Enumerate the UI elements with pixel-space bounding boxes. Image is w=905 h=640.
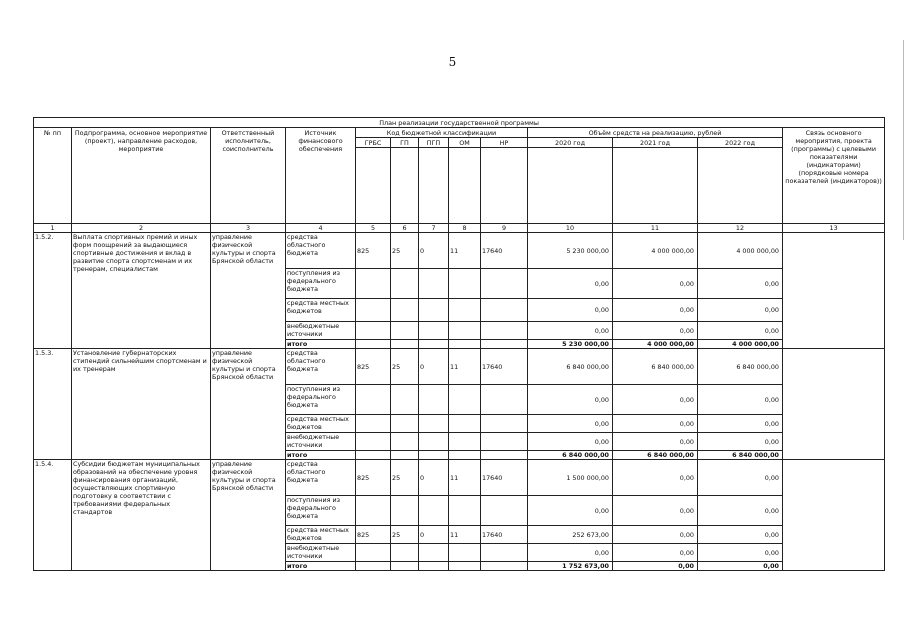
table-caption: План реализации государственной программы bbox=[34, 118, 885, 128]
header-source: Источник финансового обеспечения bbox=[286, 128, 356, 224]
header-num: № пп bbox=[34, 128, 72, 224]
column-number: 1 bbox=[34, 224, 72, 233]
cell-v2020: 0,00 bbox=[528, 433, 613, 451]
funding-source: внебюджетные источники bbox=[286, 433, 356, 451]
header-budget-code: Код бюджетной классификации bbox=[356, 128, 528, 138]
cell-om bbox=[449, 299, 481, 322]
cell-v2021: 4 000 000,00 bbox=[613, 233, 698, 269]
cell-v2021: 0,00 bbox=[613, 544, 698, 562]
header-gp: ГП bbox=[391, 138, 419, 148]
cell-pgp bbox=[419, 385, 449, 415]
cell-v2022: 0,00 bbox=[698, 385, 783, 415]
cell-np bbox=[481, 562, 528, 571]
cell-om bbox=[449, 269, 481, 299]
funding-source: поступления из федерального бюджета bbox=[286, 385, 356, 415]
cell-om bbox=[449, 496, 481, 526]
header-np: НР bbox=[481, 138, 528, 148]
cell-om bbox=[449, 340, 481, 349]
header-executor: Ответственный исполнитель, соисполнитель bbox=[211, 128, 286, 224]
cell-v2020: 1 752 673,00 bbox=[528, 562, 613, 571]
cell-v2022: 0,00 bbox=[698, 526, 783, 544]
cell-v2020: 5 230 000,00 bbox=[528, 233, 613, 269]
column-number: 13 bbox=[783, 224, 885, 233]
cell-om: 11 bbox=[449, 460, 481, 496]
cell-pgp bbox=[419, 496, 449, 526]
cell-gp: 25 bbox=[391, 526, 419, 544]
cell-grbs bbox=[356, 415, 391, 433]
cell-v2022: 6 840 000,00 bbox=[698, 451, 783, 460]
cell-np bbox=[481, 451, 528, 460]
cell-v2022: 6 840 000,00 bbox=[698, 349, 783, 385]
cell-v2021: 6 840 000,00 bbox=[613, 349, 698, 385]
cell-om bbox=[449, 544, 481, 562]
cell-v2020: 252 673,00 bbox=[528, 526, 613, 544]
header-program: Подпрограмма, основное мероприятие (проект), направление расходов, мероприятие bbox=[72, 128, 211, 224]
section-name: Выплата спортивных премий и иных форм поощрений за выдающиеся спортивные достижения и вклад в развитие спорта спортсменам и их тренерам, специалистам bbox=[72, 233, 211, 349]
cell-v2022: 0,00 bbox=[698, 496, 783, 526]
funding-source: итого bbox=[286, 451, 356, 460]
section-link bbox=[783, 233, 885, 349]
cell-pgp bbox=[419, 322, 449, 340]
cell-grbs: 825 bbox=[356, 233, 391, 269]
section-name: Установление губернаторских стипендий сильнейшим спортсменам и их тренерам bbox=[72, 349, 211, 460]
cell-grbs: 825 bbox=[356, 349, 391, 385]
cell-np bbox=[481, 322, 528, 340]
cell-np bbox=[481, 269, 528, 299]
cell-np bbox=[481, 496, 528, 526]
cell-np bbox=[481, 385, 528, 415]
column-number: 4 bbox=[286, 224, 356, 233]
table-row bbox=[34, 349, 885, 385]
section-name: Субсидии бюджетам муниципальных образований на обеспечение уровня финансирования организаций, осуществляющих спортивную подготовку в соответствии с требованиями федеральных стандартов bbox=[72, 460, 211, 571]
header-pgp: ПГП bbox=[419, 138, 449, 148]
funding-source: итого bbox=[286, 340, 356, 349]
cell-pgp: 0 bbox=[419, 349, 449, 385]
section-number: 1.5.2. bbox=[34, 233, 72, 349]
table-row bbox=[34, 233, 885, 269]
column-number: 6 bbox=[391, 224, 419, 233]
section-number: 1.5.4. bbox=[34, 460, 72, 571]
cell-v2022: 0,00 bbox=[698, 433, 783, 451]
cell-v2022: 0,00 bbox=[698, 415, 783, 433]
cell-v2021: 0,00 bbox=[613, 322, 698, 340]
cell-v2021: 0,00 bbox=[613, 433, 698, 451]
cell-grbs bbox=[356, 562, 391, 571]
cell-v2021: 0,00 bbox=[613, 460, 698, 496]
cell-v2020: 6 840 000,00 bbox=[528, 349, 613, 385]
cell-v2022: 0,00 bbox=[698, 460, 783, 496]
funding-source: средства местных бюджетов bbox=[286, 415, 356, 433]
funding-source: средства местных бюджетов bbox=[286, 299, 356, 322]
cell-grbs bbox=[356, 322, 391, 340]
cell-grbs bbox=[356, 385, 391, 415]
cell-v2020: 0,00 bbox=[528, 496, 613, 526]
cell-v2020: 1 500 000,00 bbox=[528, 460, 613, 496]
cell-grbs bbox=[356, 451, 391, 460]
cell-v2021: 0,00 bbox=[613, 496, 698, 526]
cell-om: 11 bbox=[449, 526, 481, 544]
cell-gp bbox=[391, 322, 419, 340]
cell-v2021: 0,00 bbox=[613, 269, 698, 299]
section-executor: управление физической культуры и спорта Брянской области bbox=[211, 460, 286, 571]
cell-np bbox=[481, 299, 528, 322]
cell-pgp: 0 bbox=[419, 526, 449, 544]
cell-np bbox=[481, 433, 528, 451]
funding-source: внебюджетные источники bbox=[286, 544, 356, 562]
cell-v2022: 0,00 bbox=[698, 562, 783, 571]
column-number: 9 bbox=[481, 224, 528, 233]
cell-gp bbox=[391, 340, 419, 349]
cell-pgp bbox=[419, 433, 449, 451]
cell-np bbox=[481, 415, 528, 433]
cell-np: 17640 bbox=[481, 526, 528, 544]
funding-source: средства областного бюджета bbox=[286, 233, 356, 269]
section-executor: управление физической культуры и спорта Брянской области bbox=[211, 349, 286, 460]
header-funds: Объём средств на реализацию, рублей bbox=[528, 128, 783, 138]
cell-grbs bbox=[356, 269, 391, 299]
cell-v2022: 4 000 000,00 bbox=[698, 340, 783, 349]
cell-pgp bbox=[419, 562, 449, 571]
cell-om bbox=[449, 415, 481, 433]
cell-gp bbox=[391, 269, 419, 299]
section-executor: управление физической культуры и спорта Брянской области bbox=[211, 233, 286, 349]
program-plan-table-wrapper bbox=[33, 117, 884, 571]
table-row bbox=[34, 460, 885, 496]
cell-v2022: 0,00 bbox=[698, 544, 783, 562]
cell-v2021: 0,00 bbox=[613, 526, 698, 544]
cell-v2021: 6 840 000,00 bbox=[613, 451, 698, 460]
page-edge-line bbox=[903, 40, 904, 240]
funding-source: внебюджетные источники bbox=[286, 322, 356, 340]
cell-gp bbox=[391, 385, 419, 415]
cell-om bbox=[449, 562, 481, 571]
cell-v2020: 0,00 bbox=[528, 322, 613, 340]
column-number: 5 bbox=[356, 224, 391, 233]
cell-gp bbox=[391, 299, 419, 322]
cell-v2022: 0,00 bbox=[698, 322, 783, 340]
cell-np: 17640 bbox=[481, 460, 528, 496]
cell-v2021: 0,00 bbox=[613, 415, 698, 433]
cell-om: 11 bbox=[449, 349, 481, 385]
header-link: Связь основного мероприятия, проекта (программы) с целевыми показателями (индикаторами) (порядковые номера показателей (индикаторов)) bbox=[783, 128, 885, 224]
cell-v2020: 6 840 000,00 bbox=[528, 451, 613, 460]
funding-source: средства местных бюджетов bbox=[286, 526, 356, 544]
column-number: 11 bbox=[613, 224, 698, 233]
cell-v2020: 0,00 bbox=[528, 544, 613, 562]
cell-grbs bbox=[356, 544, 391, 562]
cell-grbs bbox=[356, 496, 391, 526]
cell-v2022: 0,00 bbox=[698, 269, 783, 299]
header-om: ОМ bbox=[449, 138, 481, 148]
cell-v2020: 0,00 bbox=[528, 415, 613, 433]
cell-gp: 25 bbox=[391, 233, 419, 269]
cell-v2022: 0,00 bbox=[698, 299, 783, 322]
column-number: 7 bbox=[419, 224, 449, 233]
section-number: 1.5.3. bbox=[34, 349, 72, 460]
cell-v2021: 0,00 bbox=[613, 385, 698, 415]
cell-grbs bbox=[356, 340, 391, 349]
funding-source: поступления из федерального бюджета bbox=[286, 269, 356, 299]
cell-np: 17640 bbox=[481, 349, 528, 385]
cell-om bbox=[449, 433, 481, 451]
cell-om bbox=[449, 322, 481, 340]
section-link bbox=[783, 349, 885, 460]
cell-om bbox=[449, 385, 481, 415]
cell-gp bbox=[391, 562, 419, 571]
cell-pgp bbox=[419, 451, 449, 460]
cell-grbs bbox=[356, 433, 391, 451]
cell-pgp bbox=[419, 340, 449, 349]
header-grbs: ГРБС bbox=[356, 138, 391, 148]
cell-np bbox=[481, 340, 528, 349]
cell-pgp bbox=[419, 299, 449, 322]
header-2022: 2022 год bbox=[698, 138, 783, 148]
column-number: 10 bbox=[528, 224, 613, 233]
funding-source: поступления из федерального бюджета bbox=[286, 496, 356, 526]
cell-om: 11 bbox=[449, 233, 481, 269]
column-number: 8 bbox=[449, 224, 481, 233]
column-number: 2 bbox=[72, 224, 211, 233]
cell-v2021: 4 000 000,00 bbox=[613, 340, 698, 349]
cell-gp: 25 bbox=[391, 460, 419, 496]
funding-source: средства областного бюджета bbox=[286, 460, 356, 496]
cell-v2020: 0,00 bbox=[528, 299, 613, 322]
cell-v2020: 0,00 bbox=[528, 269, 613, 299]
cell-v2021: 0,00 bbox=[613, 299, 698, 322]
cell-pgp bbox=[419, 544, 449, 562]
cell-gp bbox=[391, 415, 419, 433]
page-number: 5 bbox=[448, 55, 457, 69]
cell-grbs: 825 bbox=[356, 460, 391, 496]
cell-np bbox=[481, 544, 528, 562]
cell-v2020: 0,00 bbox=[528, 385, 613, 415]
cell-gp bbox=[391, 544, 419, 562]
cell-gp bbox=[391, 433, 419, 451]
cell-grbs: 825 bbox=[356, 526, 391, 544]
cell-v2022: 4 000 000,00 bbox=[698, 233, 783, 269]
cell-grbs bbox=[356, 299, 391, 322]
cell-gp bbox=[391, 451, 419, 460]
funding-source: итого bbox=[286, 562, 356, 571]
header-2021: 2021 год bbox=[613, 138, 698, 148]
cell-pgp: 0 bbox=[419, 233, 449, 269]
cell-pgp bbox=[419, 415, 449, 433]
cell-pgp bbox=[419, 269, 449, 299]
header-2020: 2020 год bbox=[528, 138, 613, 148]
cell-gp bbox=[391, 496, 419, 526]
column-number: 12 bbox=[698, 224, 783, 233]
section-link bbox=[783, 460, 885, 571]
cell-v2021: 0,00 bbox=[613, 562, 698, 571]
cell-np: 17640 bbox=[481, 233, 528, 269]
cell-pgp: 0 bbox=[419, 460, 449, 496]
program-plan-table bbox=[33, 117, 885, 571]
cell-v2020: 5 230 000,00 bbox=[528, 340, 613, 349]
column-number: 3 bbox=[211, 224, 286, 233]
funding-source: средства областного бюджета bbox=[286, 349, 356, 385]
cell-om bbox=[449, 451, 481, 460]
cell-gp: 25 bbox=[391, 349, 419, 385]
